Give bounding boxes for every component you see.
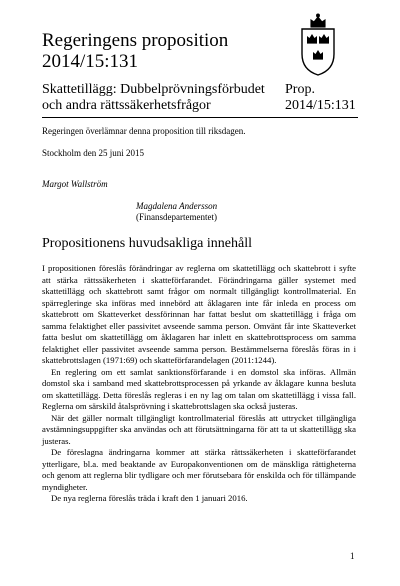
body-paragraph: De nya reglerna föreslås träda i kraft den 1 januari 2016.	[51, 493, 248, 503]
page-number: 1	[350, 551, 355, 561]
body-paragraph: En reglering om ett samlat sanktionsförfarande i en domstol ska införas. Allmän domstol ska i samband med skattebrottsprocessen på yrkande av åklagare kunna besluta om skattetillägg. Detta föreslås regleras i en ny lag om talan om skattetillägg i vissa fall. Reglerna om särskild åtalsprövning i skattebrottslagen ska också justeras.	[42, 366, 356, 411]
signatory-minister: Magdalena Andersson	[136, 201, 218, 211]
section-heading: Propositionens huvudsakliga innehåll	[42, 236, 252, 251]
body-paragraph: I propositionen föreslås förändringar av reglerna om skattetillägg och skattebrott i syfte att stärka rättssäkerheten i skatteförfarandet. Förändringarna gäller systemet med skattetillägg och skattebrott samt frågor om normalt tillgängligt kontrollmaterial. En spärregleringe ska införas med innebörd att åklagaren inte får inleda en process om skattebrott om Skatteverket dessförinnan har fattat beslut om skattetillägg i fråga om samma felaktighet eller passivitet avseende samma person. Omvänt får inte Skatteverket fatta beslut om skattetillägg om åklagaren har inlett en skattebrottsprocess om samma felaktighet eller passivitet avseende samma person. Bestämmelserna föreslås föras in i skattebrottslagen (1971:69) och skatteförfarandelagen (2011:1244).	[42, 263, 356, 365]
prop-number: 2014/15:131	[285, 98, 356, 113]
signatory-prime: Margot Wallström	[42, 179, 108, 189]
department-label: (Finansdepartementet)	[136, 212, 217, 222]
prop-label: Prop.	[285, 82, 315, 97]
body-paragraph: De föreslagna ändringarna kommer att stärka rättssäkerheten i skatteförfarandet ytterligare, bl.a. med beaktande av Europakonventionen om de mänskliga rättigheterna och genom att reglerna blir tydligare och mer förutsebara för enskilda och för tillämpande myndigheter.	[42, 447, 356, 492]
proposition-number-title: 2014/15:131	[42, 51, 139, 72]
header-divider	[42, 117, 358, 118]
three-crowns-crest-icon	[297, 12, 339, 78]
document-title: Regeringens proposition	[42, 30, 229, 51]
body-paragraph: När det gäller normalt tillgängligt kontrollmaterial föreslås att uttrycket tillgängliga avstämningsuppgifter ska användas och att förutsättningarna för att ta ut skattetillägg ska justeras.	[42, 412, 356, 446]
section-body	[42, 263, 356, 505]
intro-text: Regeringen överlämnar denna proposition till riksdagen.	[42, 126, 246, 136]
date-line: Stockholm den 25 juni 2015	[42, 148, 144, 158]
subject-title: Skattetillägg: Dubbelprövningsförbudet och andra rättssäkerhetsfrågor	[42, 82, 265, 113]
